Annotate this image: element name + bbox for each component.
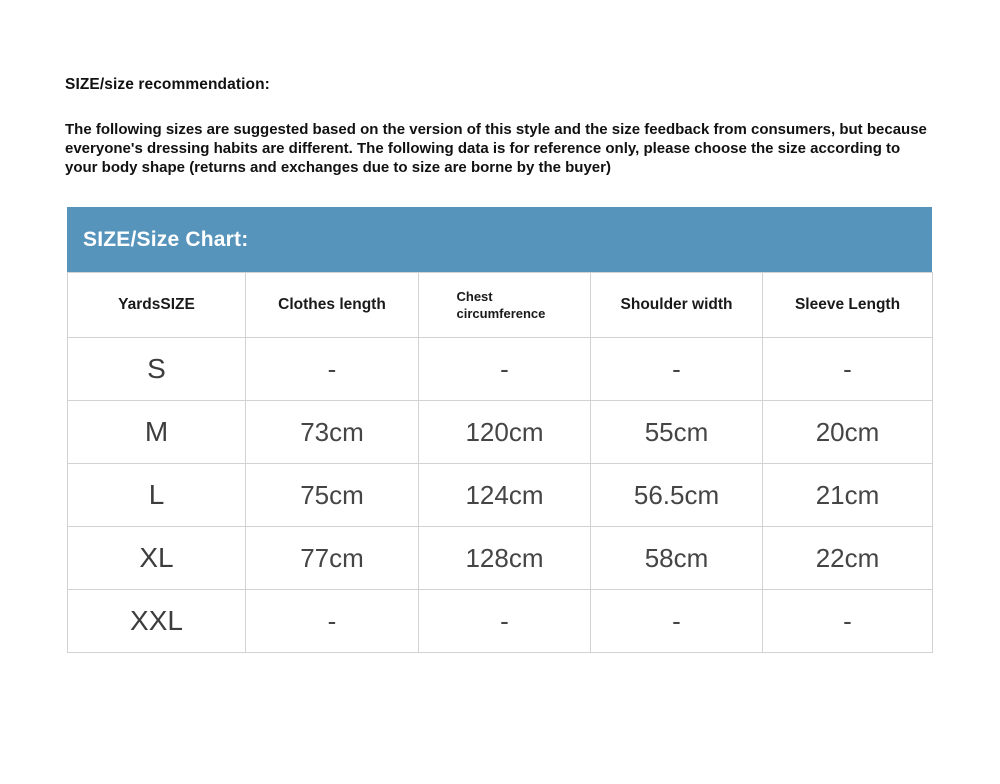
column-header-shoulder-width: Shoulder width xyxy=(591,273,763,338)
clothes-length-cell: - xyxy=(246,590,419,653)
column-header-size: YardsSIZE xyxy=(68,273,246,338)
size-chart-table xyxy=(67,272,933,653)
clothes-length-cell: 77cm xyxy=(246,527,419,590)
shoulder-cell: - xyxy=(591,590,763,653)
size-cell: XXL xyxy=(68,590,246,653)
size-cell: S xyxy=(68,338,246,401)
size-chart-section xyxy=(67,207,932,653)
column-header-clothes-length: Clothes length xyxy=(246,273,419,338)
chest-cell: 124cm xyxy=(419,464,591,527)
sleeve-cell: - xyxy=(763,338,933,401)
size-recommendation-heading: SIZE/size recommendation: xyxy=(65,76,270,93)
table-row-l xyxy=(68,464,933,527)
shoulder-cell: - xyxy=(591,338,763,401)
clothes-length-cell: 75cm xyxy=(246,464,419,527)
clothes-length-cell: - xyxy=(246,338,419,401)
size-recommendation-text: The following sizes are suggested based on the version of this style and the size feedback from consumers, but because everyone's dressing habits are different. The following data is for reference only, please choose the size according to your body shape (returns and exchanges due to size are borne by the buyer) xyxy=(65,121,927,176)
column-header-sleeve-length: Sleeve Length xyxy=(763,273,933,338)
chest-cell: - xyxy=(419,590,591,653)
table-row-m xyxy=(68,401,933,464)
header-row xyxy=(68,273,933,338)
chest-cell: 128cm xyxy=(419,527,591,590)
shoulder-cell: 58cm xyxy=(591,527,763,590)
sleeve-cell: 22cm xyxy=(763,527,933,590)
chest-cell: 120cm xyxy=(419,401,591,464)
clothes-length-cell: 73cm xyxy=(246,401,419,464)
size-cell: L xyxy=(68,464,246,527)
chest-cell: - xyxy=(419,338,591,401)
size-chart-title: SIZE/Size Chart: xyxy=(83,227,249,251)
table-row-xl xyxy=(68,527,933,590)
sleeve-cell: - xyxy=(763,590,933,653)
size-chart-title-bar xyxy=(67,207,932,272)
column-header-chest-text: Chest circumference xyxy=(456,289,546,321)
size-cell: XL xyxy=(68,527,246,590)
sleeve-cell: 21cm xyxy=(763,464,933,527)
sleeve-cell: 20cm xyxy=(763,401,933,464)
shoulder-cell: 56.5cm xyxy=(591,464,763,527)
shoulder-cell: 55cm xyxy=(591,401,763,464)
size-cell: M xyxy=(68,401,246,464)
table-row-xxl xyxy=(68,590,933,653)
table-row-s xyxy=(68,338,933,401)
column-header-chest-circumference xyxy=(419,273,591,338)
